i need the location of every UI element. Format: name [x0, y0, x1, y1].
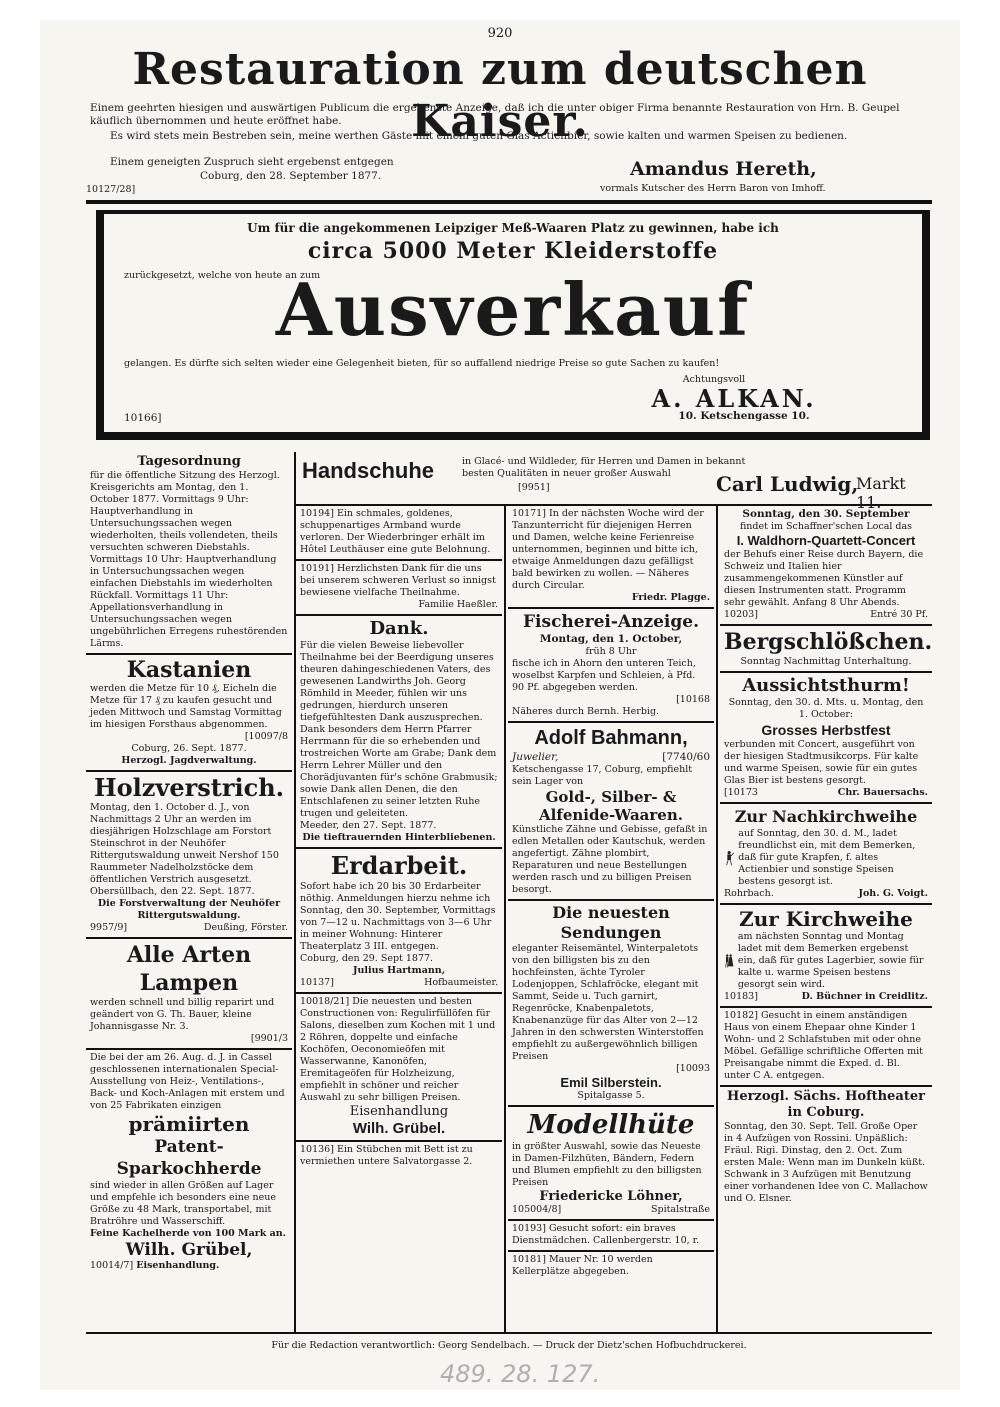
ad-text: 10194] Ein schmales, goldenes, schuppenartiges Armband wurde verloren. Der Wiederbringer erhält im Hôtel Leuthäuser eine gute Belohnung. [300, 508, 491, 555]
dank-short-ad [296, 561, 502, 616]
alkan-big: Ausverkauf [275, 267, 751, 352]
oefen-ad [296, 994, 502, 1142]
alkan-greeting: Achtungsvoll [682, 374, 746, 385]
ad-ref: 10183] [724, 991, 758, 1002]
ad-text: Künstliche Zähne und Gebisse, gefaßt in edlen Metallen oder Kautschuk, werden angefertigt. Zähne plombirt, Reparaturen und neue Bestellungen werden rasch und zu billigen Preisen besorgt. [512, 824, 708, 895]
ad-date: Meeder, den 27. Sept. 1877. [300, 820, 437, 831]
ad-ref: [10173 [724, 787, 758, 798]
ad-name: Friedericke Löhner, [539, 1189, 683, 1204]
ad-text: Sonntag, den 30. Sept. Tell. Große Oper in 4 Aufzügen von Rossini. Unpäßlich: Fräul. Rigi. Dinstag, den 2. Oct. Zum ersten Male: Wenn man im Dunkeln küßt. Schwank in 3 Aufzügen mit Benutzung einer vorhandenen Idee von C. Mallachow und O. Elsner. [724, 1121, 928, 1204]
alkan-line3: zurückgesetzt, welche von heute an zum [124, 270, 321, 281]
ad-sign: Joh. G. Voigt. [858, 888, 928, 899]
hoftheater-ad [720, 1087, 932, 1208]
ad-title: Handschuhe [302, 458, 435, 483]
ad-sub: Eisenhandlung [349, 1104, 449, 1119]
ad-big: prämiirten [128, 1112, 250, 1136]
column-3 [508, 506, 714, 1332]
page-number: 920 [487, 26, 513, 41]
ad-text: 10171] In der nächsten Woche wird der Tanzunterricht für diejenigen Herren und Damen, welche keine Ferienreise unternommen, beginnen und bitte ich, etwaige Anmeldungen dazu gefälligst bald bewirken zu wollen. — Näheres durch Circular. [512, 508, 704, 591]
ad-goods: Gold-, Silber- & Alfenide-Waaren. [539, 788, 683, 824]
ad-ref: 105004/8] [512, 1204, 562, 1215]
ad-text: 10191] Herzlichsten Dank für die uns bei unserem schweren Verlust so innigst bewiesene vielfache Theilnahme. [300, 563, 496, 598]
nachkirchweihe-ad [720, 804, 932, 905]
ad-text: 10136] Ein Stübchen mit Bett ist zu vermiethen untere Salvatorgasse 2. [300, 1144, 473, 1167]
ad-sign: Näheres durch Bernh. Herbig. [512, 706, 660, 717]
ad-title: Alle Arten Lampen [126, 942, 252, 996]
ad-text: Sofort habe ich 20 bis 30 Erdarbeiter nöthig. Anmeldungen hierzu nehme ich Sonntag, den 30. September, Vormittags von 7—12 u. Nachmittags von 3—6 Uhr in meiner Wohnung: Hinterer Theaterplatz 3 III. entgegen. [300, 881, 496, 952]
ad-text: werden schnell und billig reparirt und geändert von G. Th. Bauer, kleine Johannisgasse Nr. 3. [90, 997, 275, 1032]
ad-title: Adolf Bahmann, [534, 727, 688, 749]
ad-sign: D. Büchner in Creidlitz. [801, 991, 928, 1002]
ad-text: auf Sonntag, den 30. d. M., ladet freundlichst ein, mit dem Bemerken, daß für gute Krapfen, f. altes Actienbier und sonstige Speisen bestens gesorgt ist. [738, 828, 916, 887]
modellhuete-ad [508, 1107, 714, 1221]
ad-title: Aussichtsthurm! [742, 675, 910, 696]
ad-text: für die öffentliche Sitzung des Herzogl. Kreisgerichts am Montag, den 1. October 1877. Vormittags 9 Uhr: Hauptverhandlung in Untersuchungssachen wegen wiederholten, theils vollendeten, theils versuchten schweren Diebstahls. Vormittags 10 Uhr: Hauptverhandlung in Untersuchungssachen wegen einfachen Diebstahls im wiederholten Rückfall. Vormittags 11 Uhr: Appellationsverhandlung in Untersuchungssachen wegen ungebührlichen Erregens ruhestörenden Lärms. [90, 470, 288, 649]
dancing-couple-icon [724, 931, 734, 991]
kaiser-sub: vormals Kutscher des Herrn Baron von Imhoff. [600, 183, 826, 194]
divider [86, 1332, 932, 1334]
ad-text: werden die Metze für 10 ₰, Eicheln die Metze für 17 ₰ zu kaufen gesucht und jeden Mittwoch und Samstag Vormittag im hiesigen Forsthaus abgenommen. [90, 683, 282, 730]
ad-text: der Behufs einer Reise durch Bayern, die Schweiz und Italien hier zusammengekommenen Künstler auf diesen Instrumenten statt. Programm sehr gewählt. Anfang 8 Uhr Abends. [724, 549, 924, 608]
footer-imprint: Für die Redaction verantwortlich: Georg Sendelbach. — Druck der Dietz'schen Hofbuchdruckerei. [271, 1340, 747, 1351]
ad-date: Coburg, den 29. Sept 1877. [300, 953, 434, 964]
ad-addr: Spitalgasse 5. [577, 1090, 645, 1101]
concert-ad [720, 506, 932, 626]
alkan-line2: circa 5000 Meter Kleiderstoffe [307, 238, 719, 264]
erdarbeit-ad [296, 849, 502, 994]
ad-ref: [10093 [676, 1063, 710, 1074]
ad-text: sind wieder in allen Größen auf Lager und empfehle ich besonders eine neue Größe zu 48 Mark, transportabel, mit Bratröhre und Wasserschiff. [90, 1180, 276, 1227]
ad-text: 10193] Gesucht sofort: ein braves Dienstmädchen. Callenbergerstr. 10, r. [512, 1223, 700, 1246]
sendungen-ad [508, 901, 714, 1107]
ad-text: 10018/21] Die neuesten und besten Constructionen von: Regulirfüllöfen für Salons, dieselben zum Kochen mit 1 und 2 Röhren, doppelte und einfache Kochöfen, Oeconomieöfen mit Wasserwanne, Kanonöfen, Eremitageöfen für Holzheizung, empfiehlt in schöner und reicher Auswahl zu sehr billigen Preisen. [300, 996, 496, 1103]
ad-title: Holzverstrich. [93, 773, 285, 802]
dank-ad [296, 616, 502, 849]
ad-sign: Friedr. Plagge. [631, 592, 710, 603]
alkan-name: A. ALKAN. [651, 384, 817, 413]
ad-title: Die neuesten Sendungen [552, 903, 670, 942]
kirchweihe-ad [720, 905, 932, 1008]
herde-ad [86, 1050, 292, 1275]
ad-time: früh 8 Uhr [585, 646, 637, 657]
ad-title: Zur Kirchweihe [739, 907, 913, 931]
ad-ref: [7740/60 [662, 751, 710, 763]
ad-text: fische ich in Ahorn den unteren Teich, woselbst Karpfen und Schleien, à Pfd. 90 Pf. abgegeben werden. [512, 658, 696, 693]
ad-addr: Spitalstraße [650, 1204, 710, 1215]
column-rule [504, 452, 506, 1332]
ad-text: findet im Schaffner'schen Local das [739, 521, 913, 532]
ad-sub: Sonntag Nachmittag Unterhaltung. [740, 656, 912, 667]
ad-sign: Die tieftrauernden Hinterbliebenen. [302, 832, 496, 843]
ad-title: Erdarbeit. [330, 851, 468, 880]
ad-title: Zur Nachkirchweihe [734, 807, 918, 826]
newspaper-page [40, 20, 960, 1390]
kaiser-line2: Es wird stets mein Bestreben sein, meine werthen Gäste mit einem guten Glas Actienbier, sowie kalten und warmen Speisen zu bedienen. [110, 130, 848, 142]
ad-text: eleganter Reisemäntel, Winterpaletots von den billigsten bis zu den hochfeinsten, ächte Tyroler Lodenjoppen, Schlafröcke, elegant mit Sammt, Seide u. Tuch garnirt, Regenröcke, Knabenpaletots, Knabenanzüge für das Alter von 2—12 Jahren in den schwersten Winterstoffen empfiehlt zu außergewöhnlich billigen Preisen [512, 943, 704, 1062]
ad-text: 10182] Gesucht in einem anständigen Haus von einem Ehepaar ohne Kinder 1 Wohn- und 2 Schlafstuben mit oder ohne Möbel. Gefällige schriftliche Offerten mit Preisangabe nimmt die Exped. d. Bl. unter C A. entgegen. [724, 1010, 923, 1081]
column-4 [720, 506, 932, 1332]
kaiser-title: Restauration zum deutschen Kaiser. [132, 44, 868, 147]
ad-text: Für die vielen Beweise liebevoller Theilnahme bei der Beerdigung unseres theuren dahingeschiedenen Vaters, des gewesenen Landwirths Joh. Georg Römhild in Meeder, fühlen wir uns gedrungen, hierdurch unseren tiefgefühltesten Dank auszusprechen. Dank besonders dem Herrn Pfarrer Herrmann für die so erhebenden und trostreichen Worte am Grabe; Dank dem Herrn Lehrer Müller und den Chorädjuvanten für's schöne Grabmusik; sowie Dank allen Denen, die den Entschlafenen zu seiner letzten Ruhe trugen und geleiteten. [300, 640, 498, 819]
alkan-ref: 10166] [124, 412, 162, 424]
ad-name: Deußing, Förster. [203, 922, 288, 933]
holzverstrich-ad [86, 772, 292, 939]
alkan-line1: Um für die angekommenen Leipziger Meß-Waaren Platz zu gewinnen, habe ich [247, 221, 779, 235]
column-2 [296, 506, 502, 1332]
ad-title: I. Waldhorn-Quartett-Concert [736, 533, 916, 548]
ad-text: verbunden mit Concert, ausgeführt von der hiesigen Stadtmusikcorps. Für kalte und warme Speisen, sowie für ein gutes Glas Bier ist bestens gesorgt. [724, 739, 919, 786]
ad-text: Feine Kachelherde von 100 Mark an. [90, 1228, 286, 1239]
wohnung-ad [720, 1008, 932, 1087]
ad-date: Coburg, 26. Sept. 1877. [131, 743, 247, 754]
aussichtsthurm-ad [720, 673, 932, 804]
tanz-ad [508, 506, 714, 609]
keller-ad [508, 1252, 714, 1281]
bahmann-ad [508, 723, 714, 901]
ad-ref: [9901/3 [250, 1033, 288, 1044]
ad-title: Fischerei-Anzeige. [522, 612, 699, 632]
ad-text: Sonntag, den 30. d. Mts. u. Montag, den 1. October: [728, 697, 924, 720]
ad-text: am nächsten Sonntag und Montag ladet mit dem Bemerken ergebenst ein, daß für gutes Lagerbier, sowie für kalte u. warme Speisen bestens gesorgt sein wird. [737, 931, 924, 990]
column-1 [86, 452, 292, 1330]
fischerei-ad [508, 609, 714, 723]
ad-sign: Chr. Bauersachs. [837, 787, 928, 798]
pencil-note: 489. 28. 127. [440, 1360, 601, 1388]
kastanien-ad [86, 655, 292, 772]
ad-name: Carl Ludwig, [716, 472, 859, 496]
ad-big: Grosses Herbstfest [761, 722, 891, 738]
ad-name: Emil Silberstein. [560, 1075, 662, 1090]
ad-sign: Familie Haeßler. [418, 599, 498, 610]
ad-ref: [10168 [676, 694, 710, 705]
kaiser-line3: Einem geneigten Zuspruch sieht ergebenst entgegen [110, 156, 394, 168]
ad-text: in größter Auswahl, sowie das Neueste in Damen-Filzhüten, Bändern, Federn und Blumen empfiehlt zu den billigsten Preisen [512, 1141, 702, 1188]
bergschloesschen-ad [720, 626, 932, 673]
ad-date: Obersüllbach, den 22. Sept. 1877. [90, 886, 255, 897]
column-rule [716, 452, 718, 1332]
ad-text: in Glacé- und Wildleder, für Herren und Damen in bekannt besten Qualitäten in neuer großer Auswahl [462, 456, 746, 479]
ad-ref: 10137] [300, 977, 334, 988]
ad-ref: 9957/9] [90, 922, 128, 933]
musician-figure-icon [724, 828, 734, 888]
ad-sign: Die Forstverwaltung der Neuhöfer Rittergutswaldung. [97, 898, 281, 921]
ad-ref: [9951] [518, 482, 550, 493]
ad-title: Bergschlößchen. [724, 629, 932, 655]
alkan-addr: 10. Ketschengasse 10. [678, 410, 810, 422]
kaiser-name: Amandus Hereth, [630, 158, 817, 180]
ad-ref: 10014/7] [90, 1260, 134, 1271]
ad-sub: Juwelier, [512, 751, 559, 763]
kaiser-ref: 10127/28] [86, 184, 136, 195]
ad-text: 10181] Mauer Nr. 10 werden Kellerplätze abgegeben. [512, 1254, 653, 1277]
ad-ref: 10203] [724, 609, 758, 620]
lampen-ad [86, 939, 292, 1050]
kaiser-date: Coburg, den 28. September 1877. [200, 170, 382, 182]
divider [86, 200, 932, 204]
ad-text: Die bei der am 26. Aug. d. J. in Cassel geschlossenen internationalen Special-Ausstellung von Heiz-, Ventilations-, Back- und Koch-Anlagen mit erstem und von 25 Fabrikaten einzigen [90, 1052, 285, 1111]
ad-name: Wilh. Grübel. [352, 1120, 446, 1137]
ad-big: Patent-Sparkochherde [116, 1137, 262, 1179]
kaiser-line1: Einem geehrten hiesigen und auswärtigen Publicum die ergebenste Anzeige, daß ich die unter obiger Firma benannte Restauration von Hrn. B. Geupel käuflich übernommen und heute eröffnet habe. [90, 102, 900, 127]
ad-title: Modellhüte [527, 1110, 695, 1140]
ad-addr: Markt 11. [856, 474, 906, 512]
alkan-line4: gelangen. Es dürfte sich selten wieder eine Gelegenheit bieten, für so auffallend niedrige Preise so gute Sachen zu kaufen! [124, 358, 720, 369]
ad-title: Dank. [369, 618, 429, 639]
ad-date: Montag, den 1. October, [539, 633, 683, 645]
alkan-box [96, 210, 930, 440]
gesucht-ad [508, 1221, 714, 1252]
ad-sub: Hofbaumeister. [424, 977, 498, 988]
ad-text: Ketschengasse 17, Coburg, empfiehlt sein Lager von [512, 764, 693, 787]
ad-name: Julius Hartmann, [352, 965, 446, 976]
armband-ad [296, 506, 502, 561]
ad-name: Wilh. Grübel, [125, 1240, 253, 1260]
ad-title: Tagesordnung [137, 454, 241, 469]
ad-text: Montag, den 1. October d. J., von Nachmittags 2 Uhr an werden im diesjährigen Holzschlage am Forstort Steinschrot in der Neuhöfer Rittergutswaldung unweit Nershof 150 Raummeter Nadelholzstöcke dem öffentlichen Verstrich ausgesetzt. [90, 802, 279, 885]
ad-entry: Entré 30 Pf. [870, 609, 928, 620]
stuebchen-ad [296, 1142, 502, 1171]
handschuhe-ad [296, 452, 932, 512]
ad-head: Sonntag, den 30. September [742, 508, 910, 520]
ad-sign: Eisenhandlung. [136, 1260, 220, 1271]
ad-ref: [10097/8 [244, 731, 288, 742]
ad-sign: Herzogl. Jagdverwaltung. [121, 755, 257, 766]
ad-title: Kastanien [126, 657, 252, 683]
ad-place: Rohrbach. [724, 888, 774, 899]
ad-title: Herzogl. Sächs. Hoftheater in Coburg. [727, 1089, 925, 1120]
tagesordnung-ad [86, 452, 292, 655]
